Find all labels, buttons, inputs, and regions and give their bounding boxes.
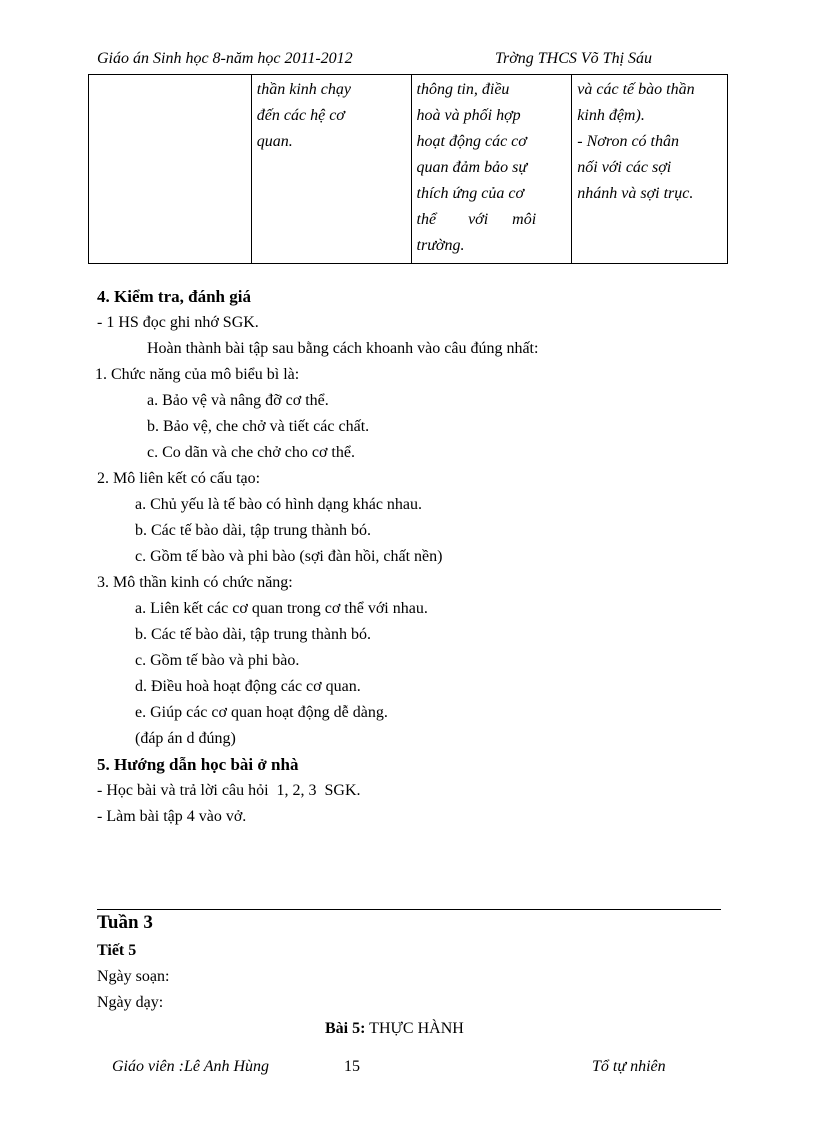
cell-line: đến các hệ cơ <box>256 107 345 124</box>
period-title: Tiết 5 <box>97 942 137 959</box>
question-1: 1. Chức năng của mô biểu bì là: <box>95 366 300 383</box>
cell-line: hoạt động các cơ <box>416 133 527 150</box>
option: a. Liên kết các cơ quan trong cơ thể với nhau. <box>135 600 428 617</box>
option: c. Gồm tế bào và phi bào. <box>135 652 300 669</box>
footer-teacher: Giáo viên :Lê Anh Hùng <box>112 1058 270 1075</box>
footer-group: Tổ tự nhiên <box>592 1058 666 1075</box>
option: b. Bảo vệ, che chở và tiết các chất. <box>147 418 370 435</box>
section5-heading: 5. Hướng dẫn học bài ở nhà <box>97 755 299 774</box>
table-row <box>89 75 728 264</box>
cell-line: - Nơron có thân <box>577 133 679 150</box>
header-course: Giáo án Sinh học 8-năm học 2011-2012 <box>97 50 353 67</box>
option: e. Giúp các cơ quan hoạt động dễ dàng. <box>135 704 388 721</box>
table-cell-3 <box>411 75 572 264</box>
prep-date-label: Ngày soạn: <box>97 968 170 985</box>
cell-line: quan. <box>256 133 293 150</box>
table-cell-1 <box>89 75 252 264</box>
answer-note: (đáp án d đúng) <box>135 730 236 747</box>
cell-line: thông tin, điều <box>416 81 510 98</box>
cell-line: nhánh và sợi trục. <box>577 185 694 202</box>
cell-line: và các tế bào thần <box>577 81 695 98</box>
cell-line: kinh đệm). <box>577 107 645 124</box>
section4-intro: - 1 HS đọc ghi nhớ SGK. <box>97 314 259 331</box>
section4-instruction: Hoàn thành bài tập sau bằng cách khoanh vào câu đúng nhất: <box>147 340 539 357</box>
homework-item: - Làm bài tập 4 vào vở. <box>97 808 247 825</box>
question-3: 3. Mô thần kinh có chức năng: <box>97 574 293 591</box>
option: b. Các tế bào dài, tập trung thành bó. <box>135 522 371 539</box>
cell-line: hoà và phối hợp <box>416 107 521 124</box>
option: c. Co dãn và che chở cho cơ thể. <box>147 444 355 461</box>
option: a. Bảo vệ và nâng đỡ cơ thể. <box>147 392 329 409</box>
question-2: 2. Mô liên kết có cấu tạo: <box>97 470 261 487</box>
cell-line: thần kinh chạy <box>256 81 351 98</box>
cell-line: trường. <box>416 237 465 254</box>
page-number: 15 <box>344 1058 360 1075</box>
lesson-number: Bài 5: <box>325 1020 366 1037</box>
section-divider <box>97 909 721 910</box>
option: a. Chủ yếu là tế bào có hình dạng khác nhau. <box>135 496 423 513</box>
homework-item: - Học bài và trả lời câu hỏi 1, 2, 3 SGK. <box>97 782 361 799</box>
header-school: Trờng THCS Võ Thị Sáu <box>495 50 653 67</box>
continued-table <box>88 74 728 264</box>
option: d. Điều hoà hoạt động các cơ quan. <box>135 678 361 695</box>
option: c. Gồm tế bào và phi bào (sợi đàn hồi, chất nền) <box>135 548 443 565</box>
option: b. Các tế bào dài, tập trung thành bó. <box>135 626 371 643</box>
lesson-name: THỰC HÀNH <box>369 1020 464 1037</box>
section4-heading: 4. Kiểm tra, đánh giá <box>97 287 251 306</box>
table-cell-4 <box>572 75 728 264</box>
teach-date-label: Ngày dạy: <box>97 994 164 1011</box>
cell-line: thích ứng của cơ <box>416 185 524 202</box>
lesson-body <box>97 284 737 830</box>
cell-line: nối với các sợi <box>577 159 672 176</box>
table-cell-2 <box>251 75 411 264</box>
cell-line: thể với môi <box>416 211 537 228</box>
lesson-title <box>325 1020 464 1038</box>
week-title: Tuần 3 <box>97 912 153 933</box>
cell-line: quan đảm bảo sự <box>416 159 528 176</box>
